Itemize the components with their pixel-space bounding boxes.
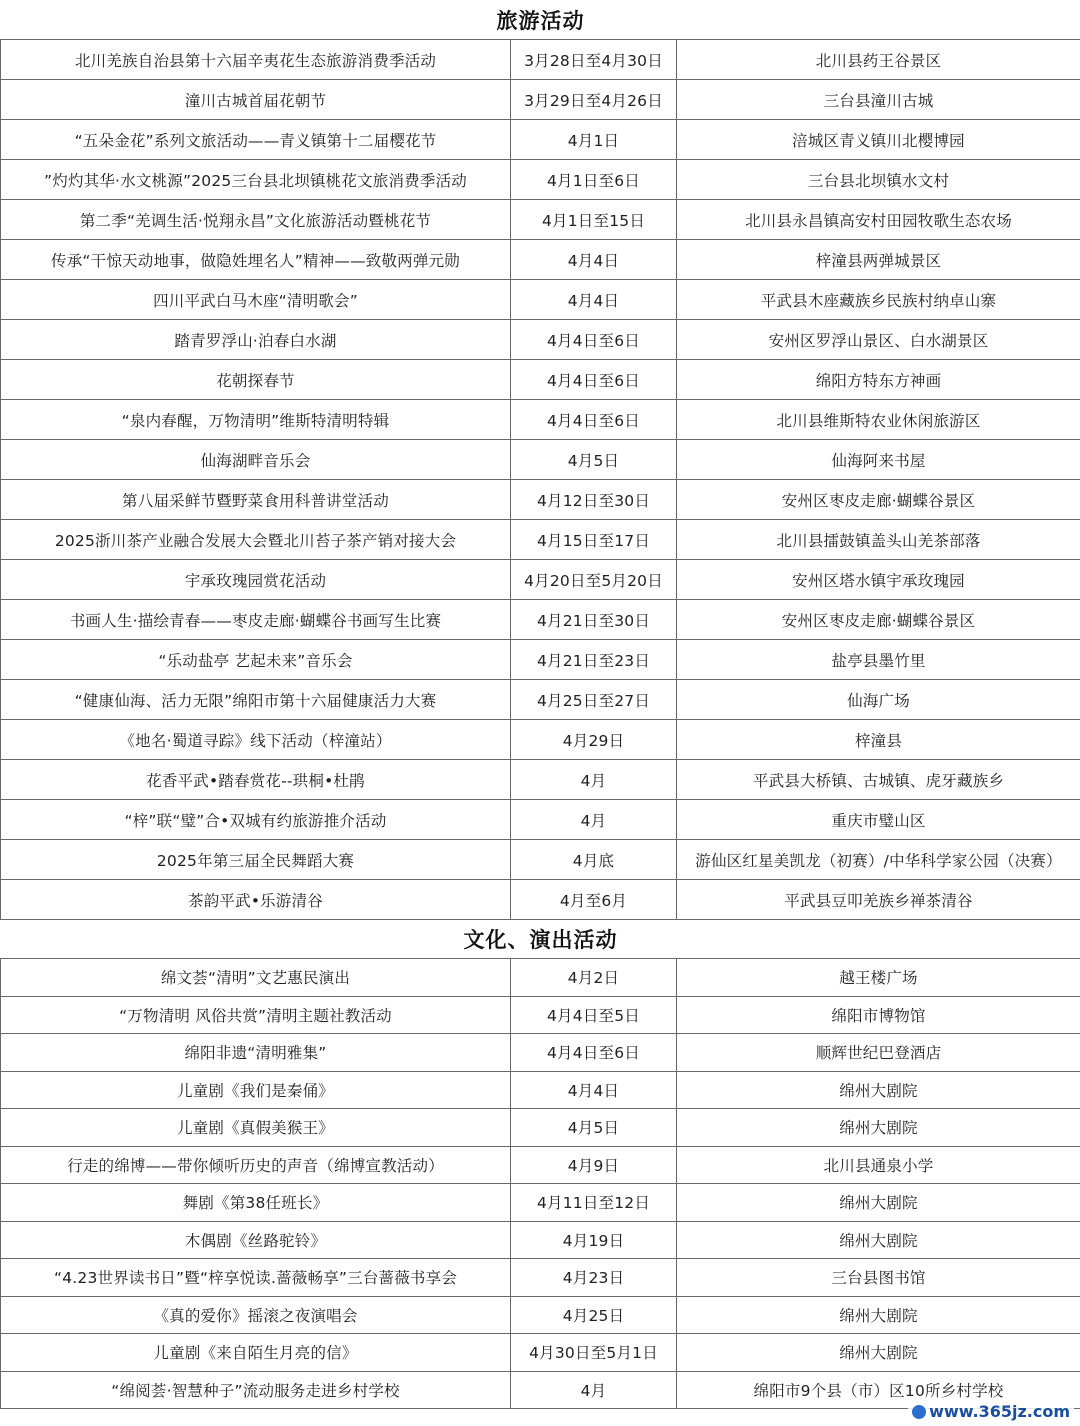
activity-date-cell: 4月2日 [511, 959, 677, 997]
activity-date-cell: 4月 [511, 800, 677, 840]
activity-name-cell: 儿童剧《来自陌生月亮的信》 [1, 1334, 511, 1372]
activity-place-cell: 绵州大剧院 [677, 1071, 1080, 1109]
activity-name-cell: 儿童剧《我们是秦俑》 [1, 1071, 511, 1109]
activity-place-cell: 顺辉世纪巴登酒店 [677, 1034, 1080, 1072]
activity-row [1, 40, 1080, 80]
activity-place-cell: 重庆市璧山区 [677, 800, 1080, 840]
activity-place-cell: 梓潼县 [677, 720, 1080, 760]
activity-date-cell: 3月28日至4月30日 [511, 40, 677, 80]
activity-place-cell: 绵阳方特东方神画 [677, 360, 1080, 400]
activity-name-cell: 花香平武•踏春赏花--珙桐•杜鹃 [1, 760, 511, 800]
activity-place-cell: 仙海阿来书屋 [677, 440, 1080, 480]
section-header [1, 0, 1080, 40]
activity-name-cell: “泉内春醒，万物清明”维斯特清明特辑 [1, 400, 511, 440]
activity-row [1, 760, 1080, 800]
section-title: 文化、演出活动 [1, 920, 1080, 959]
activity-place-cell: 北川县永昌镇高安村田园牧歌生态农场 [677, 200, 1080, 240]
activity-name-cell: 2025浙川茶产业融合发展大会暨北川苔子茶产销对接大会 [1, 520, 511, 560]
activity-place-cell: 涪城区青义镇川北樱博园 [677, 120, 1080, 160]
activity-place-cell: 梓潼县两弹城景区 [677, 240, 1080, 280]
section-title: 旅游活动 [1, 0, 1080, 40]
activity-row [1, 80, 1080, 120]
activity-name-cell: 绵阳非遗“清明雅集” [1, 1034, 511, 1072]
activity-place-cell: 绵州大剧院 [677, 1334, 1080, 1372]
activity-name-cell: 北川羌族自治县第十六届辛夷花生态旅游消费季活动 [1, 40, 511, 80]
activity-row [1, 996, 1080, 1034]
activity-date-cell: 4月 [511, 760, 677, 800]
activity-name-cell: 绵文荟“清明”文艺惠民演出 [1, 959, 511, 997]
activity-place-cell: 绵州大剧院 [677, 1296, 1080, 1334]
activity-row [1, 1034, 1080, 1072]
section-header [1, 920, 1080, 959]
activity-name-cell: 行走的绵博——带你倾听历史的声音（绵博宣教活动） [1, 1146, 511, 1184]
activity-name-cell: “绵阅荟·智慧种子”流动服务走进乡村学校 [1, 1371, 511, 1409]
activity-date-cell: 4月4日至5日 [511, 996, 677, 1034]
activity-date-cell: 4月至6月 [511, 880, 677, 920]
activity-place-cell: 安州区罗浮山景区、白水湖景区 [677, 320, 1080, 360]
activity-place-cell: 北川县擂鼓镇盖头山羌茶部落 [677, 520, 1080, 560]
activity-row [1, 320, 1080, 360]
activity-date-cell: 4月21日至23日 [511, 640, 677, 680]
activity-date-cell: 4月4日至6日 [511, 360, 677, 400]
activity-name-cell: 《地名·蜀道寻踪》线下活动（梓潼站） [1, 720, 511, 760]
activity-date-cell: 4月29日 [511, 720, 677, 760]
activity-date-cell: 4月1日至15日 [511, 200, 677, 240]
activity-place-cell: 绵州大剧院 [677, 1109, 1080, 1147]
activity-row [1, 400, 1080, 440]
activity-row [1, 1109, 1080, 1147]
activity-date-cell: 4月12日至30日 [511, 480, 677, 520]
activity-date-cell: 4月20日至5月20日 [511, 560, 677, 600]
activity-name-cell: 花朝探春节 [1, 360, 511, 400]
activity-place-cell: 三台县图书馆 [677, 1259, 1080, 1297]
activity-date-cell: 4月1日至6日 [511, 160, 677, 200]
activity-name-cell: 宇承玫瑰园赏花活动 [1, 560, 511, 600]
activity-name-cell: 第二季“羌调生活·悦翔永昌”文化旅游活动暨桃花节 [1, 200, 511, 240]
activity-date-cell: 4月25日 [511, 1296, 677, 1334]
activity-place-cell: 北川县药王谷景区 [677, 40, 1080, 80]
activity-name-cell: “乐动盐亭 艺起未来”音乐会 [1, 640, 511, 680]
activity-place-cell: 平武县木座藏族乡民族村纳卓山寨 [677, 280, 1080, 320]
activity-place-cell: 越王楼广场 [677, 959, 1080, 997]
activity-row [1, 1296, 1080, 1334]
activity-name-cell: 2025年第三届全民舞蹈大赛 [1, 840, 511, 880]
activity-date-cell: 3月29日至4月26日 [511, 80, 677, 120]
activity-row [1, 240, 1080, 280]
activity-place-cell: 安州区枣皮走廊·蝴蝶谷景区 [677, 600, 1080, 640]
activity-date-cell: 4月4日至6日 [511, 1034, 677, 1072]
activity-date-cell: 4月4日 [511, 1071, 677, 1109]
activity-row [1, 1221, 1080, 1259]
activity-date-cell: 4月4日 [511, 280, 677, 320]
activity-name-cell: 四川平武白马木座“清明歌会” [1, 280, 511, 320]
activity-name-cell: “万物清明 风俗共赏”清明主题社教活动 [1, 996, 511, 1034]
activity-date-cell: 4月9日 [511, 1146, 677, 1184]
activity-date-cell: 4月1日 [511, 120, 677, 160]
activity-place-cell: 游仙区红星美凯龙（初赛）/中华科学家公园（决赛） [677, 840, 1080, 880]
activity-row [1, 160, 1080, 200]
activity-date-cell: 4月5日 [511, 440, 677, 480]
activity-place-cell: 安州区塔水镇宇承玫瑰园 [677, 560, 1080, 600]
activity-place-cell: 绵阳市博物馆 [677, 996, 1080, 1034]
activity-row [1, 480, 1080, 520]
watermark-logo-icon [912, 1405, 926, 1419]
activity-date-cell: 4月11日至12日 [511, 1184, 677, 1222]
site-watermark [908, 1401, 1074, 1422]
activity-place-cell: 平武县大桥镇、古城镇、虎牙藏族乡 [677, 760, 1080, 800]
activity-row [1, 200, 1080, 240]
activity-row [1, 880, 1080, 920]
activity-date-cell: 4月19日 [511, 1221, 677, 1259]
activity-date-cell: 4月 [511, 1371, 677, 1409]
activity-place-cell: 平武县豆叩羌族乡禅茶清谷 [677, 880, 1080, 920]
activity-name-cell: 踏青罗浮山·泊春白水湖 [1, 320, 511, 360]
activity-row [1, 680, 1080, 720]
activity-row [1, 1334, 1080, 1372]
activity-row [1, 1071, 1080, 1109]
activity-date-cell: 4月4日至6日 [511, 320, 677, 360]
watermark-text: www.365jz.com [929, 1402, 1070, 1421]
activity-place-cell: 北川县维斯特农业休闲旅游区 [677, 400, 1080, 440]
activity-name-cell: “梓”联“璧”合•双城有约旅游推介活动 [1, 800, 511, 840]
activity-row [1, 1184, 1080, 1222]
activity-date-cell: 4月15日至17日 [511, 520, 677, 560]
activity-date-cell: 4月30日至5月1日 [511, 1334, 677, 1372]
activity-place-cell: 安州区枣皮走廊·蝴蝶谷景区 [677, 480, 1080, 520]
activity-place-cell: 仙海广场 [677, 680, 1080, 720]
activity-row [1, 640, 1080, 680]
activity-date-cell: 4月25日至27日 [511, 680, 677, 720]
activity-place-cell: 三台县北坝镇水文村 [677, 160, 1080, 200]
activity-place-cell: 绵阳市9个县（市）区10所乡村学校 [677, 1371, 1080, 1409]
activity-row [1, 1259, 1080, 1297]
activity-row [1, 280, 1080, 320]
activity-name-cell: 茶韵平武•乐游清谷 [1, 880, 511, 920]
activity-row [1, 800, 1080, 840]
activity-row [1, 360, 1080, 400]
activity-row [1, 959, 1080, 997]
activity-row [1, 1146, 1080, 1184]
activity-name-cell: 第八届采鲜节暨野菜食用科普讲堂活动 [1, 480, 511, 520]
activity-name-cell: 传承“干惊天动地事，做隐姓埋名人”精神——致敬两弹元勋 [1, 240, 511, 280]
activity-date-cell: 4月23日 [511, 1259, 677, 1297]
activity-date-cell: 4月5日 [511, 1109, 677, 1147]
activity-date-cell: 4月4日至6日 [511, 400, 677, 440]
activity-row [1, 720, 1080, 760]
activity-date-cell: 4月底 [511, 840, 677, 880]
activity-name-cell: 《真的爱你》摇滚之夜演唱会 [1, 1296, 511, 1334]
activity-name-cell: 木偶剧《丝路驼铃》 [1, 1221, 511, 1259]
activity-name-cell: 舞剧《第38任班长》 [1, 1184, 511, 1222]
activity-name-cell: “五朵金花”系列文旅活动——青义镇第十二届樱花节 [1, 120, 511, 160]
activity-date-cell: 4月21日至30日 [511, 600, 677, 640]
activity-place-cell: 绵州大剧院 [677, 1184, 1080, 1222]
activity-row [1, 840, 1080, 880]
activity-name-cell: “4.23世界读书日”暨“梓享悦读.蔷薇畅享”三台蔷薇书享会 [1, 1259, 511, 1297]
activity-name-cell: 仙海湖畔音乐会 [1, 440, 511, 480]
activity-row [1, 440, 1080, 480]
activity-place-cell: 三台县潼川古城 [677, 80, 1080, 120]
activity-name-cell: 儿童剧《真假美猴王》 [1, 1109, 511, 1147]
activity-row [1, 560, 1080, 600]
activity-name-cell: 书画人生·描绘青春——枣皮走廊·蝴蝶谷书画写生比赛 [1, 600, 511, 640]
activity-place-cell: 盐亭县墨竹里 [677, 640, 1080, 680]
activity-name-cell: ”灼灼其华·水文桃源”2025三台县北坝镇桃花文旅消费季活动 [1, 160, 511, 200]
activity-place-cell: 北川县通泉小学 [677, 1146, 1080, 1184]
activity-name-cell: 潼川古城首届花朝节 [1, 80, 511, 120]
activity-date-cell: 4月4日 [511, 240, 677, 280]
activity-name-cell: “健康仙海、活力无限”绵阳市第十六届健康活力大赛 [1, 680, 511, 720]
activity-place-cell: 绵州大剧院 [677, 1221, 1080, 1259]
activity-row [1, 520, 1080, 560]
activity-row [1, 120, 1080, 160]
activity-row [1, 600, 1080, 640]
